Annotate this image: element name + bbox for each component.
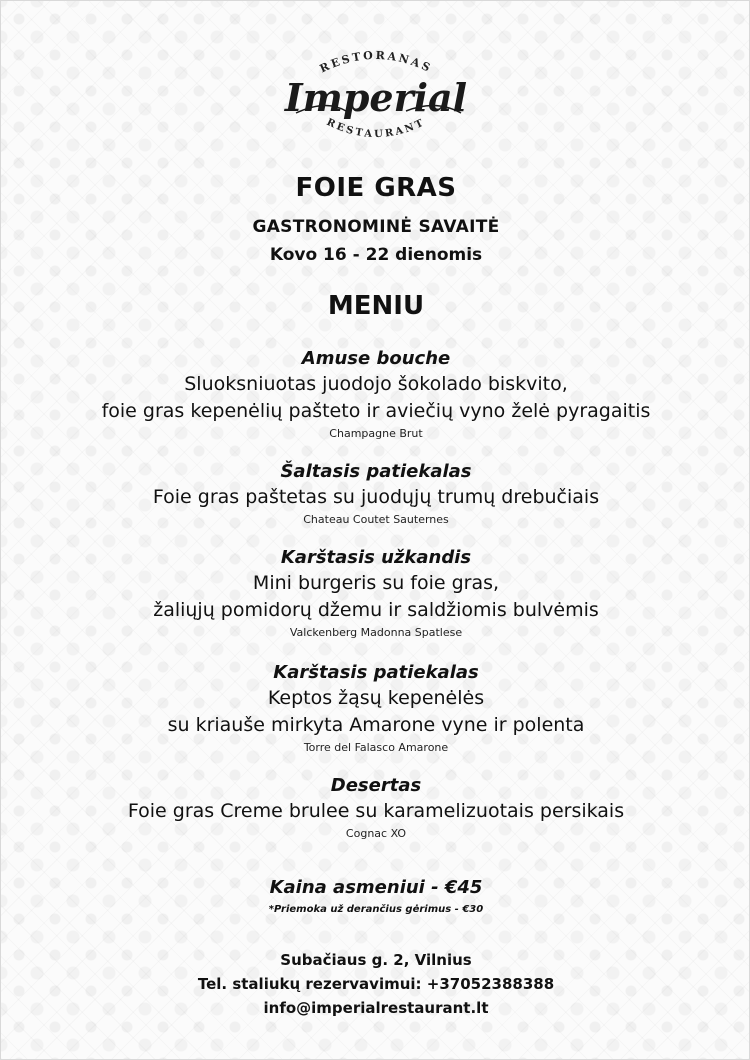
reservation-phone: Tel. staliukų rezervavimui: +37052388388 (197, 975, 555, 993)
address: Subačiaus g. 2, Vilnius (280, 951, 472, 969)
course-amuse-bouche (1, 347, 750, 442)
svg-text:RESTORANAS (318, 49, 435, 76)
course-dish-line: Foie gras Creme brulee su karamelizuotais persikais (127, 800, 625, 822)
price-per-person: Kaina asmeniui - €45 (269, 877, 483, 898)
course-dish-line: Mini burgeris su foie gras, (252, 572, 500, 594)
course-hot-starter (1, 546, 750, 641)
wine-pairing: Torre del Falasco Amarone (303, 741, 449, 754)
wine-pairing: Valckenberg Madonna Spatlese (289, 626, 463, 639)
svg-text:RESTAURANT (325, 117, 428, 140)
event-subtitle: GASTRONOMINĖ SAVAITĖ (252, 217, 500, 237)
page-title: FOIE GRAS (295, 173, 457, 203)
email-address: info@imperialrestaurant.lt (263, 999, 489, 1017)
course-hot-main (1, 661, 750, 756)
wine-pairing: Cognac XO (345, 827, 407, 840)
drinks-surcharge: *Priemoka už derančius gėrimus - €30 (268, 904, 484, 915)
restaurant-logo (1, 39, 750, 149)
course-dessert (1, 774, 750, 842)
logo-main-text: Imperial (284, 75, 468, 120)
course-heading: Karštasis užkandis (280, 547, 472, 568)
wine-pairing: Champagne Brut (329, 427, 423, 440)
course-dish-line: Foie gras paštetas su juodųjų trumų drebučiais (152, 486, 600, 508)
logo-top-text: RESTORANAS (317, 48, 435, 76)
logo-bottom-text: RESTAURANT (324, 116, 428, 141)
course-dish-line: su kriauše mirkyta Amarone vyne ir polenta (167, 714, 585, 736)
course-dish-line: foie gras kepenėlių pašteto ir aviečių vyno želė pyragaitis (101, 400, 651, 422)
course-heading: Šaltasis patiekalas (280, 461, 472, 482)
imperial-logo-graphic (266, 39, 486, 149)
course-heading: Desertas (330, 775, 422, 796)
course-heading: Amuse bouche (301, 348, 451, 369)
course-cold-dish (1, 460, 750, 528)
course-dish-line: Keptos žąsų kepenėlės (267, 687, 485, 709)
contact-block (1, 948, 750, 1020)
menu-heading: MENIU (327, 291, 425, 321)
course-dish-line: žaliųjų pomidorų džemu ir saldžiomis bulvėmis (153, 599, 599, 621)
wine-pairing: Chateau Coutet Sauternes (303, 513, 449, 526)
event-dates: Kovo 16 - 22 dienomis (269, 245, 483, 265)
course-heading: Karštasis patiekalas (273, 662, 479, 683)
course-dish-line: Sluoksniuotas juodojo šokolado biskvito, (184, 373, 568, 395)
